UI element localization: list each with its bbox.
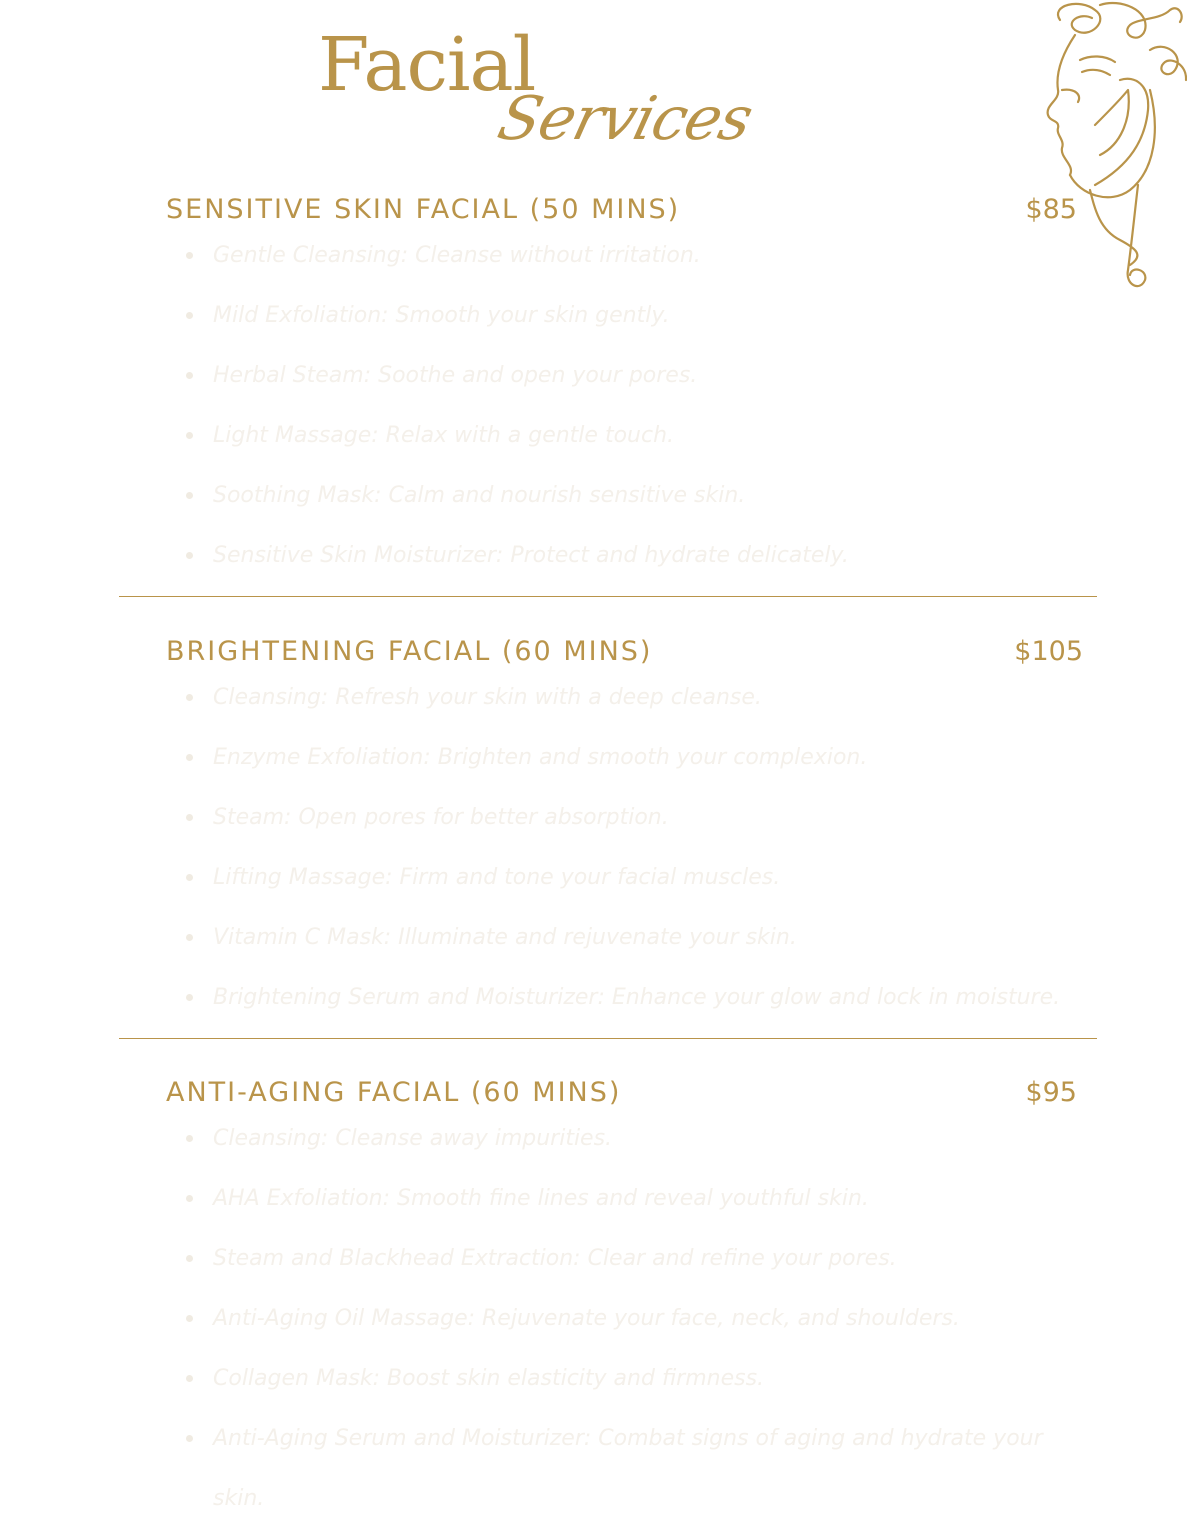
service-item-list [186, 226, 1091, 586]
list-item: Cleansing: Refresh your skin with a deep cleanse. [186, 668, 1091, 728]
list-item: Gentle Cleansing: Cleanse without irritation. [186, 226, 1091, 286]
service-title: ANTI-AGING FACIAL (60 MINS) [166, 1077, 622, 1108]
page-title: Facial [318, 22, 536, 108]
list-item: Enzyme Exfoliation: Brighten and smooth your complexion. [186, 728, 1091, 788]
list-item: Anti-Aging Serum and Moisturizer: Combat signs of aging and hydrate your skin. [186, 1409, 1091, 1529]
list-item: Brightening Serum and Moisturizer: Enhance your glow and lock in moisture. [186, 968, 1091, 1028]
list-item: Mild Exfoliation: Smooth your skin gently. [186, 286, 1091, 346]
list-item: AHA Exfoliation: Smooth fine lines and reveal youthful skin. [186, 1169, 1091, 1229]
list-item: Steam and Blackhead Extraction: Clear and refine your pores. [186, 1229, 1091, 1289]
list-item: Lifting Massage: Firm and tone your facial muscles. [186, 848, 1091, 908]
service-title: BRIGHTENING FACIAL (60 MINS) [166, 636, 653, 667]
service-price: $105 [1014, 636, 1083, 667]
list-item: Collagen Mask: Boost skin elasticity and firmness. [186, 1349, 1091, 1409]
list-item: Sensitive Skin Moisturizer: Protect and hydrate delicately. [186, 526, 1091, 586]
list-item: Soothing Mask: Calm and nourish sensitive skin. [186, 466, 1091, 526]
service-item-list [186, 1109, 1091, 1529]
list-item: Light Massage: Relax with a gentle touch. [186, 406, 1091, 466]
list-item: Vitamin C Mask: Illuminate and rejuvenate your skin. [186, 908, 1091, 968]
section-divider [119, 1038, 1097, 1039]
service-price: $85 [1025, 194, 1077, 225]
list-item: Steam: Open pores for better absorption. [186, 788, 1091, 848]
service-title: SENSITIVE SKIN FACIAL (50 MINS) [166, 194, 681, 225]
service-price: $95 [1025, 1077, 1077, 1108]
service-item-list [186, 668, 1091, 1028]
list-item: Anti-Aging Oil Massage: Rejuvenate your face, neck, and shoulders. [186, 1289, 1091, 1349]
list-item: Herbal Steam: Soothe and open your pores. [186, 346, 1091, 406]
list-item: Cleansing: Cleanse away impurities. [186, 1109, 1091, 1169]
section-divider [119, 596, 1097, 597]
page-subtitle: Services [491, 84, 760, 154]
